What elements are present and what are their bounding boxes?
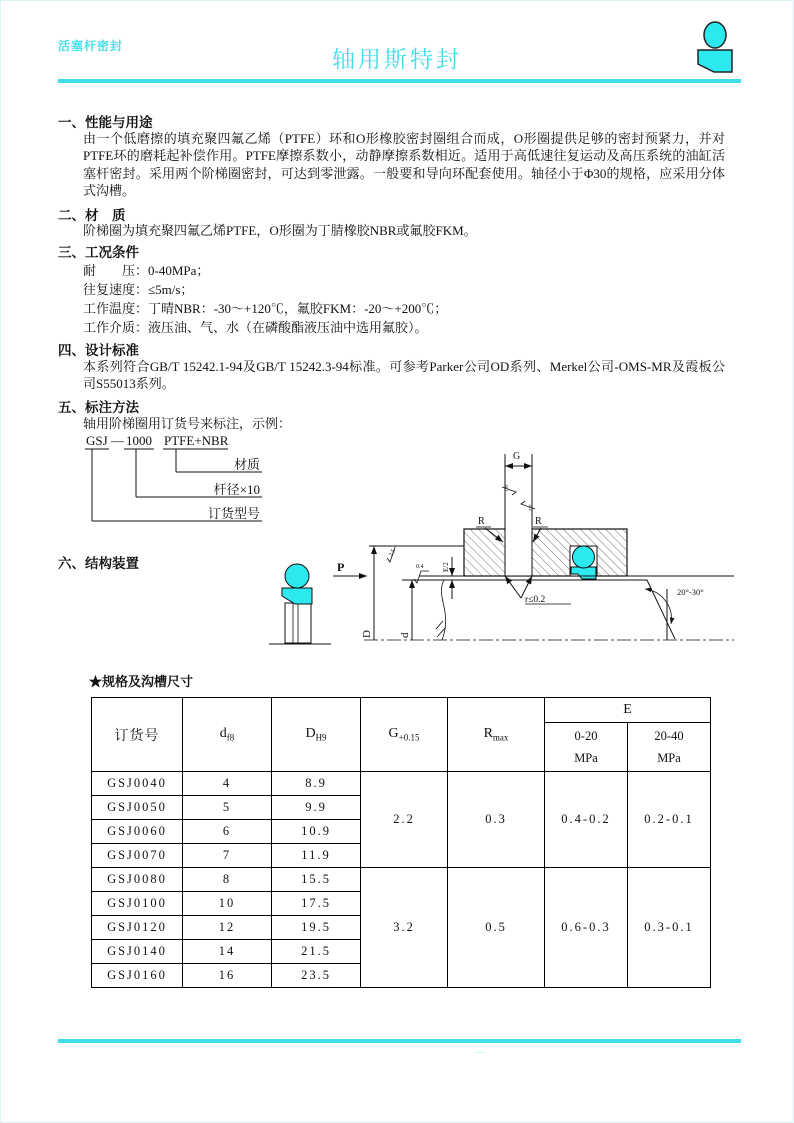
section-4-heading xyxy=(58,339,139,359)
section-6-title: 结构装置 xyxy=(85,556,139,571)
seal-cross-section-figure xyxy=(269,564,331,644)
section-4-body: 本系列符合GB/T 15242.1-94及GB/T 15242.3-94标准。可参考Parker公司OD系列、Merkel公司-OMS-MR及霞板公司S55013系列。 xyxy=(83,359,725,392)
col-header-order-no: 订货号 xyxy=(92,698,183,772)
header-rule xyxy=(58,79,741,83)
installation-drawing xyxy=(269,439,792,672)
svg-text:3.2: 3.2 xyxy=(527,504,533,511)
code-material: PTFE+NBR xyxy=(164,433,229,448)
section-2-title: 材 质 xyxy=(85,208,126,223)
spec-table xyxy=(91,697,711,988)
condition-pressure: 耐 压：0-40MPa； xyxy=(83,263,210,278)
col-header-E: E xyxy=(545,698,711,723)
page-number-mark: — xyxy=(475,1047,485,1058)
col-header-e-low: 0-20 MPa xyxy=(545,723,628,772)
groove-width-label: G xyxy=(513,451,521,462)
radius-left-label: R xyxy=(478,516,485,527)
step-ring-shape xyxy=(282,588,312,604)
housing-block xyxy=(464,529,627,576)
svg-text:0.4: 0.4 xyxy=(416,564,424,570)
col-header-D: $D_{H9}$ xyxy=(272,698,361,772)
radius-right-label: R xyxy=(535,516,542,527)
label-material: 材质 xyxy=(233,457,260,472)
gap-label: E/2 xyxy=(442,562,450,572)
roughness-groove-right xyxy=(521,501,535,511)
roughness-groove-left xyxy=(502,485,516,495)
condition-speed: 往复速度：≤5m/s； xyxy=(83,282,194,297)
section-1-title: 性能与用途 xyxy=(85,115,153,130)
col-header-e-high: 20-40 MPa xyxy=(628,723,711,772)
installed-o-ring xyxy=(573,546,595,568)
section-5-heading xyxy=(58,396,139,416)
section-6-heading xyxy=(58,552,139,572)
rod-diameter-label: d xyxy=(399,632,411,638)
table-row: GSJ0050 5 9.9 xyxy=(92,796,711,820)
page-title: 轴用斯特封 xyxy=(332,47,462,72)
code-dash: — xyxy=(111,433,124,448)
outer-diameter-label: D xyxy=(361,630,373,638)
section-1-number: 一、 xyxy=(58,115,85,130)
spec-table-title: ★规格及沟槽尺寸 xyxy=(89,674,194,689)
section-2-heading xyxy=(58,204,126,224)
condition-medium: 工作介质：液压油、气、水（在磷酸酯液压油中选用氟胶）。 xyxy=(83,320,428,335)
table-row: GSJ0060 6 10.9 xyxy=(92,820,711,844)
pressure-label: P xyxy=(337,560,345,574)
label-rod-diameter: 杆径×10 xyxy=(213,482,260,497)
roughness-bore xyxy=(387,547,397,562)
section-1-heading xyxy=(58,111,153,131)
table-row: GSJ0040 4 8.9 2.2 0.3 0.4-0.2 0.2-0.1 xyxy=(92,772,711,796)
code-prefix: GSJ xyxy=(86,433,108,448)
section-1-body: 由一个低磨擦的填充聚四氟乙烯（PTFE）环和O形橡胶密封圈组合而成，O形圈提供足够的密封预紧力，并对PTFE环的磨耗起补偿作用。PTFE摩擦系数小，动静摩擦系数相近。适用于高低速往复运动及高压系统的油缸活塞杆密封。采用两个阶梯圈密封，可达到零泄露。一般要和导向环配套使用。轴径小于Φ30的规格，应采用分体式沟槽。 xyxy=(83,131,725,199)
table-row: GSJ0140 14 21.5 xyxy=(92,940,711,964)
section-5-body: 轴用阶梯圈用订货号来标注，示例： xyxy=(83,416,292,431)
col-header-G: $G_{+0.15}$ xyxy=(361,698,448,772)
header-category: 活塞杆密封 xyxy=(58,39,124,53)
section-4-title: 设计标准 xyxy=(85,343,139,358)
table-row: GSJ0080 8 15.5 3.2 0.5 0.6-0.3 0.3-0.1 xyxy=(92,868,711,892)
section-5-number: 五、 xyxy=(58,400,85,415)
section-3-number: 三、 xyxy=(58,245,85,260)
table-row: GSJ0120 12 19.5 xyxy=(92,916,711,940)
section-2-body: 阶梯圈为填充聚四氟乙烯PTFE，O形圈为丁腈橡胶NBR或氟胶FKM。 xyxy=(83,223,477,238)
code-size: 1000 xyxy=(126,433,152,448)
section-5-title: 标注方法 xyxy=(85,400,139,415)
col-header-d: $d_{f8}$ xyxy=(183,698,272,772)
section-2-number: 二、 xyxy=(58,208,85,223)
radius-note-label: r≤0.2 xyxy=(525,595,546,605)
col-header-R: $R_{max}$ xyxy=(448,698,545,772)
table-row: GSJ0100 10 17.5 xyxy=(92,892,711,916)
spec-table-body xyxy=(92,772,711,988)
table-row: GSJ0160 16 23.5 xyxy=(92,964,711,988)
label-order-model: 订货型号 xyxy=(207,506,260,521)
svg-text:1.6: 1.6 xyxy=(504,485,510,492)
o-ring-shape xyxy=(285,564,309,588)
svg-text:2.5: 2.5 xyxy=(388,548,398,558)
section-4-number: 四、 xyxy=(58,343,85,358)
section-3-title: 工况条件 xyxy=(85,245,139,260)
seal-logo-icon xyxy=(693,21,737,82)
table-row: GSJ0070 7 11.9 xyxy=(92,844,711,868)
section-3-heading xyxy=(58,241,139,261)
chamfer-angle-label: 20°-30° xyxy=(677,587,704,597)
installed-step-ring xyxy=(571,567,596,579)
ordering-code-figure xyxy=(84,433,284,533)
condition-temperature: 工作温度：丁晴NBR：-30～+120℃，氟胶FKM：-20～+200℃； xyxy=(83,301,448,316)
footer-rule xyxy=(58,1039,741,1043)
section-6-number: 六、 xyxy=(58,556,85,571)
